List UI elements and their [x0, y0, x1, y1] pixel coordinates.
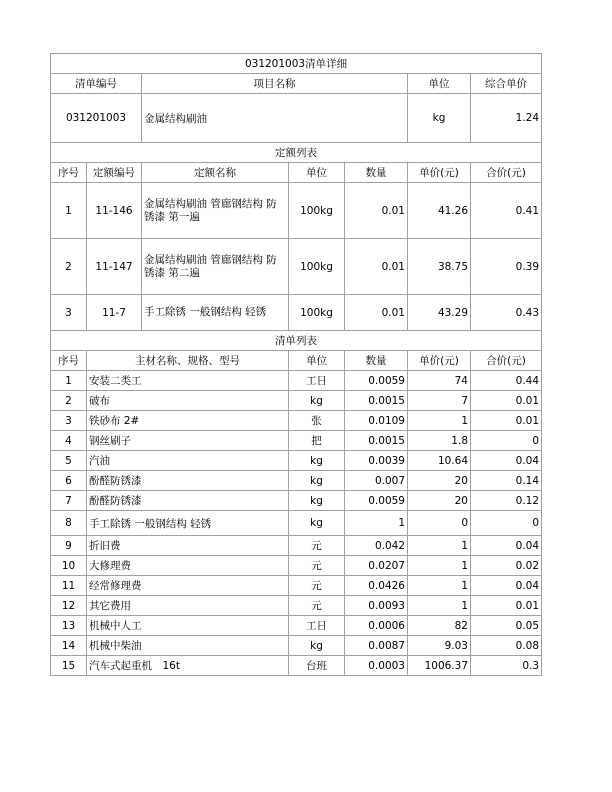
quota-qty: 0.01	[345, 295, 408, 331]
bill-unit: kg	[289, 391, 345, 411]
bill-seq: 9	[51, 536, 87, 556]
quota-code: 11-7	[87, 295, 142, 331]
bill-price: 10.64	[408, 451, 471, 471]
bill-name: 折旧费	[87, 536, 289, 556]
bill-name: 破布	[87, 391, 289, 411]
header-col-unit: 单位	[408, 74, 471, 94]
bill-total: 0.08	[471, 636, 542, 656]
bill-seq: 13	[51, 616, 87, 636]
bill-row	[51, 656, 542, 676]
bill-name: 机械中人工	[87, 616, 289, 636]
quota-header-row	[51, 163, 542, 183]
bill-total: 0.02	[471, 556, 542, 576]
bill-col-seq: 序号	[51, 351, 87, 371]
bill-qty: 0.0087	[345, 636, 408, 656]
bill-name: 其它费用	[87, 596, 289, 616]
quota-col-name: 定额名称	[142, 163, 289, 183]
page-title: 031201003清单详细	[51, 54, 542, 74]
bill-total: 0.01	[471, 596, 542, 616]
bill-name: 汽车式起重机 16t	[87, 656, 289, 676]
title-row	[51, 54, 542, 74]
bill-price: 1006.37	[408, 656, 471, 676]
bill-row	[51, 431, 542, 451]
bill-total: 0.05	[471, 616, 542, 636]
bill-price: 9.03	[408, 636, 471, 656]
bill-seq: 4	[51, 431, 87, 451]
bill-col-qty: 数量	[345, 351, 408, 371]
bill-unit: 元	[289, 536, 345, 556]
quota-row	[51, 295, 542, 331]
bill-qty: 0.0059	[345, 371, 408, 391]
bill-price: 20	[408, 491, 471, 511]
item-name: 金属结构刷油	[142, 94, 408, 143]
header-col-price: 综合单价	[471, 74, 542, 94]
bill-price: 1	[408, 596, 471, 616]
bill-unit: kg	[289, 451, 345, 471]
bill-unit: 工日	[289, 616, 345, 636]
quota-unit: 100kg	[289, 183, 345, 239]
bill-seq: 2	[51, 391, 87, 411]
bill-row	[51, 411, 542, 431]
bill-row	[51, 391, 542, 411]
bill-section-title: 清单列表	[51, 331, 542, 351]
quota-col-code: 定额编号	[87, 163, 142, 183]
bill-qty: 0.0015	[345, 391, 408, 411]
quota-total: 0.43	[471, 295, 542, 331]
bill-header-row	[51, 351, 542, 371]
bill-col-unit: 单位	[289, 351, 345, 371]
quota-qty: 0.01	[345, 183, 408, 239]
quota-price: 38.75	[408, 239, 471, 295]
bill-row	[51, 511, 542, 536]
quota-code: 11-147	[87, 239, 142, 295]
quota-col-unit: 单位	[289, 163, 345, 183]
bill-seq: 1	[51, 371, 87, 391]
bill-row	[51, 491, 542, 511]
bill-unit: 元	[289, 556, 345, 576]
bill-price: 0	[408, 511, 471, 536]
bill-seq: 12	[51, 596, 87, 616]
bill-row	[51, 576, 542, 596]
quota-qty: 0.01	[345, 239, 408, 295]
bill-row	[51, 371, 542, 391]
bill-name: 酚醛防锈漆	[87, 471, 289, 491]
bill-seq: 10	[51, 556, 87, 576]
quota-section-title: 定额列表	[51, 143, 542, 163]
quota-total: 0.41	[471, 183, 542, 239]
bill-section-row	[51, 331, 542, 351]
bill-qty: 0.042	[345, 536, 408, 556]
bill-qty: 0.0207	[345, 556, 408, 576]
quota-code: 11-146	[87, 183, 142, 239]
bill-seq: 3	[51, 411, 87, 431]
quota-col-seq: 序号	[51, 163, 87, 183]
bill-qty: 0.007	[345, 471, 408, 491]
bill-seq: 7	[51, 491, 87, 511]
bill-price: 1.8	[408, 431, 471, 451]
bill-price: 1	[408, 576, 471, 596]
quota-name: 手工除锈 一般钢结构 轻锈	[142, 295, 289, 331]
bill-row	[51, 596, 542, 616]
bill-row	[51, 451, 542, 471]
bill-total: 0.04	[471, 576, 542, 596]
bill-row	[51, 636, 542, 656]
bill-seq: 6	[51, 471, 87, 491]
bill-price: 74	[408, 371, 471, 391]
bill-unit: 元	[289, 596, 345, 616]
bill-col-price: 单价(元)	[408, 351, 471, 371]
bill-total: 0.44	[471, 371, 542, 391]
bill-price: 1	[408, 411, 471, 431]
item-unit: kg	[408, 94, 471, 143]
bill-name: 汽油	[87, 451, 289, 471]
bill-row	[51, 556, 542, 576]
bill-name: 钢丝刷子	[87, 431, 289, 451]
bill-total: 0.3	[471, 656, 542, 676]
bill-unit: 工日	[289, 371, 345, 391]
bill-total: 0.12	[471, 491, 542, 511]
bill-seq: 11	[51, 576, 87, 596]
bill-unit: 台班	[289, 656, 345, 676]
bill-name: 酚醛防锈漆	[87, 491, 289, 511]
bill-seq: 14	[51, 636, 87, 656]
bill-col-total: 合价(元)	[471, 351, 542, 371]
bill-unit: kg	[289, 636, 345, 656]
bill-total: 0.14	[471, 471, 542, 491]
quota-unit: 100kg	[289, 295, 345, 331]
header-col-name: 项目名称	[142, 74, 408, 94]
bill-unit: kg	[289, 471, 345, 491]
quota-row	[51, 239, 542, 295]
bill-qty: 0.0003	[345, 656, 408, 676]
bill-total: 0.04	[471, 451, 542, 471]
quota-col-qty: 数量	[345, 163, 408, 183]
bill-name: 大修理费	[87, 556, 289, 576]
bill-seq: 5	[51, 451, 87, 471]
bill-row	[51, 536, 542, 556]
bill-qty: 0.0093	[345, 596, 408, 616]
item-code: 031201003	[51, 94, 142, 143]
bill-price: 1	[408, 556, 471, 576]
bill-qty: 0.0109	[345, 411, 408, 431]
bill-col-name: 主材名称、规格、型号	[87, 351, 289, 371]
bill-seq: 15	[51, 656, 87, 676]
bill-price: 82	[408, 616, 471, 636]
bill-total: 0	[471, 431, 542, 451]
quota-price: 43.29	[408, 295, 471, 331]
bill-price: 1	[408, 536, 471, 556]
bill-unit: kg	[289, 511, 345, 536]
quota-seq: 2	[51, 239, 87, 295]
item-price: 1.24	[471, 94, 542, 143]
bill-total: 0.01	[471, 411, 542, 431]
quota-seq: 1	[51, 183, 87, 239]
bill-name: 铁砂布 2#	[87, 411, 289, 431]
bill-name: 机械中柴油	[87, 636, 289, 656]
quota-name: 金属结构刷油 管廊钢结构 防锈漆 第一遍	[142, 183, 289, 239]
bill-unit: kg	[289, 491, 345, 511]
bill-qty: 0.0006	[345, 616, 408, 636]
bill-name: 手工除锈 一般钢结构 轻锈	[87, 511, 289, 536]
bill-unit: 元	[289, 576, 345, 596]
quota-seq: 3	[51, 295, 87, 331]
bill-row	[51, 616, 542, 636]
header-columns-row	[51, 74, 542, 94]
bill-unit: 张	[289, 411, 345, 431]
bill-qty: 0.0039	[345, 451, 408, 471]
bill-price: 20	[408, 471, 471, 491]
header-value-row	[51, 94, 542, 143]
quota-name: 金属结构刷油 管廊钢结构 防锈漆 第二遍	[142, 239, 289, 295]
quota-price: 41.26	[408, 183, 471, 239]
bill-row	[51, 471, 542, 491]
bill-qty: 0.0426	[345, 576, 408, 596]
bill-unit: 把	[289, 431, 345, 451]
header-col-code: 清单编号	[51, 74, 142, 94]
bill-total: 0.04	[471, 536, 542, 556]
bill-qty: 0.0059	[345, 491, 408, 511]
quota-total: 0.39	[471, 239, 542, 295]
bill-total: 0	[471, 511, 542, 536]
quota-col-total: 合价(元)	[471, 163, 542, 183]
bill-name: 经常修理费	[87, 576, 289, 596]
bill-name: 安装二类工	[87, 371, 289, 391]
quota-col-price: 单价(元)	[408, 163, 471, 183]
quota-unit: 100kg	[289, 239, 345, 295]
quota-row	[51, 183, 542, 239]
quota-section-row	[51, 143, 542, 163]
bill-qty: 1	[345, 511, 408, 536]
bill-total: 0.01	[471, 391, 542, 411]
bill-price: 7	[408, 391, 471, 411]
detail-table	[50, 53, 542, 676]
bill-qty: 0.0015	[345, 431, 408, 451]
bill-seq: 8	[51, 511, 87, 536]
